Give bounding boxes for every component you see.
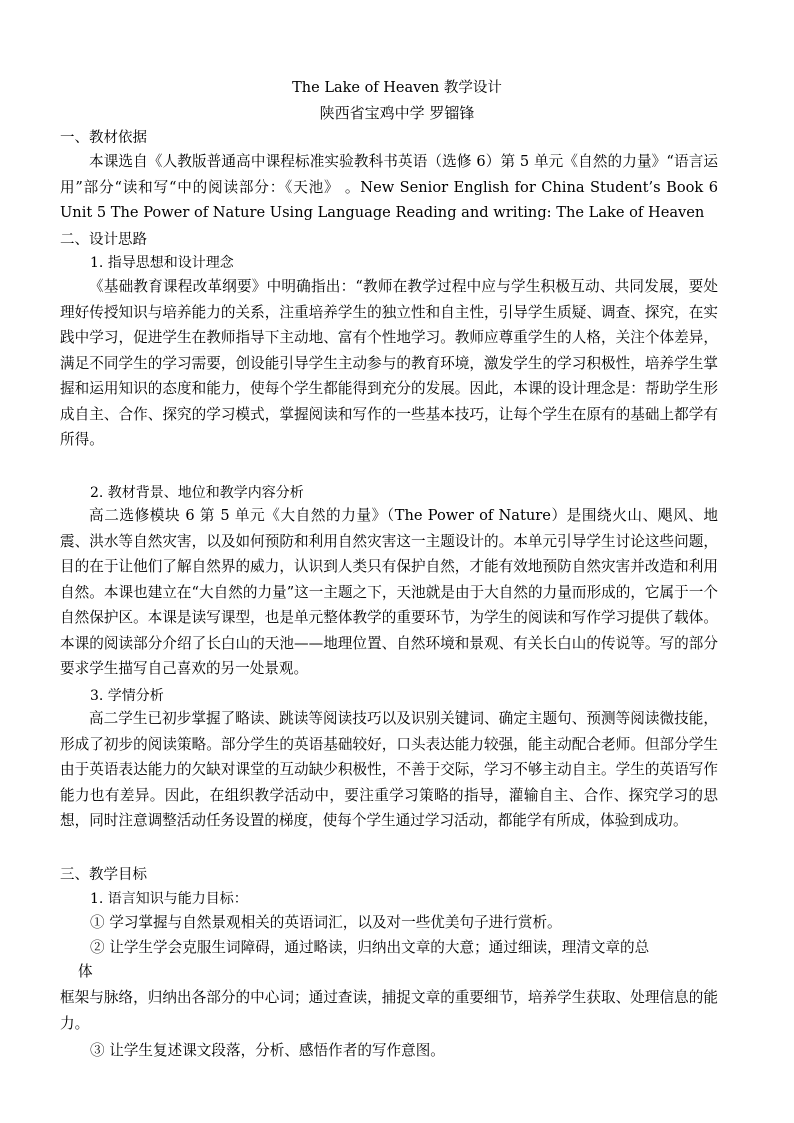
section2-subheading-3: 3. 学情分析 <box>90 688 164 704</box>
section2-paragraph-3: 高二学生已初步掌握了略读、跳读等阅读技巧以及识别关键词、确定主题句、预测等阅读微技能，形成了初步的阅读策略。部分学生的英语基础较好，口头表达能力较强，能主动配合老师。但部分学生由于英语表达能力的欠缺对课堂的互动缺少积极性，不善于交际，学习不够主动自主。学生的英语写作能力也有差异。因此，在组织教学活动中，要注重学习策略的指导，灌输自主、合作、探究学习的思想，同时注意调整活动任务设置的梯度，使每个学生通过学习活动，都能学有所成，体验到成功。 <box>60 710 718 829</box>
section3-subheading-1: 1. 语言知识与能力目标： <box>90 891 248 907</box>
section3-heading: 三、教学目标 <box>60 867 147 883</box>
document-author: 陕西省宝鸡中学 罗镏锋 <box>319 104 475 122</box>
section1-heading: 一、教材依据 <box>60 130 147 146</box>
objective-item-3: ③ 让学生复述课文段落，分析、感悟作者的写作意图。 <box>90 1042 445 1059</box>
section2-paragraph-2: 高二选修模块 6 第 5 单元《大自然的力量》（The Power of Nature）是围绕火山、飓风、地震、洪水等自然灾害，以及如何预防和利用自然灾害这一主题设计的。本单元引导学生讨论这些问题，目的在于让他们了解自然界的威力，认识到人类只有保护自然，才能有效地预防自然灾害并改造和利用自然。本课也建立在“大自然的力量”这一主题之下，天池就是由于大自然的力量而形成的，它属于一个自然保护区。本课是读写课型，也是单元整体教学的重要环节，为学生的阅读和写作学习提供了载体。本课的阅读部分介绍了长白山的天池——地理位置、自然环境和景观、有关长白山的传说等。写的部分要求学生描写自己喜欢的另一处景观。 <box>60 507 718 677</box>
objective-item-2-wrap: 体 <box>78 963 93 980</box>
section2-subheading-1: 1. 指导思想和设计理念 <box>90 255 234 271</box>
section2-paragraph-1: 《基础教育课程改革纲要》中明确指出：“教师在教学过程中应与学生积极互动、共同发展，要处理好传授知识与培养能力的关系，注重培养学生的独立性和自主性，引导学生质疑、调查、探究，在实践中学习，促进学生在教师指导下主动地、富有个性地学习。教师应尊重学生的人格，关注个体差异，满足不同学生的学习需要，创设能引导学生主动参与的教育环境，激发学生的学习积极性，培养学生掌握和运用知识的态度和能力，使每个学生都能得到充分的发展。因此，本课的设计理念是：帮助学生形成自主、合作、探究的学习模式，掌握阅读和写作的一些基本技巧，让每个学生在原有的基础上都学有所得。 <box>60 278 718 448</box>
document-title: The Lake of Heaven 教学设计 <box>292 80 502 96</box>
section2-heading: 二、设计思路 <box>60 232 147 248</box>
section1-paragraph: 本课选自《人教版普通高中课程标准实验教科书英语（选修 6）第 5 单元《自然的力量》“语言运用”部分“读和写“中的阅读部分：《天池》 。New Senior English for China Student’s Book 6 Unit 5 The Power of Nature Using Language Reading and writing: The Lake of Heaven <box>60 153 718 221</box>
objective-item-1: ① 学习掌握与自然景观相关的英语词汇，以及对一些优美句子进行赏析。 <box>90 914 562 931</box>
objective-item-2-continued: 框架与脉络，归纳出各部分的中心词；通过查读，捕捉文章的重要细节，培养学生获取、处理信息的能力。 <box>60 989 718 1032</box>
objective-item-2: ② 让学生学会克服生词障碍，通过略读，归纳出文章的大意；通过细读，理清文章的总 <box>90 939 650 956</box>
section2-subheading-2: 2. 教材背景、地位和教学内容分析 <box>90 485 304 501</box>
